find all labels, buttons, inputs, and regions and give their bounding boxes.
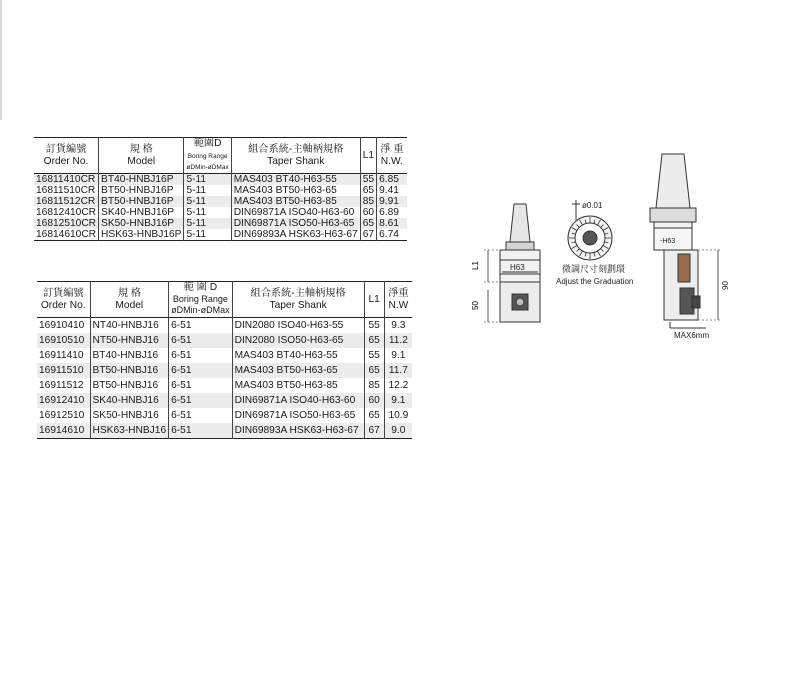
cell-shank: DIN69871A ISO50-H63-65 (231, 218, 360, 229)
cell-shank: DIN69871A ISO50-H63-65 (232, 408, 364, 423)
cell-nw: 11.7 (384, 363, 412, 378)
table-row (37, 318, 412, 334)
table-row (34, 174, 407, 186)
cell-range: 6-51 (169, 363, 233, 378)
cell-l1: 85 (360, 196, 376, 207)
cell-range: 6-51 (169, 378, 233, 393)
cell-model: NT40-HNBJ16 (90, 318, 169, 334)
cell-range: 5-11 (184, 196, 231, 207)
table-row (34, 185, 407, 196)
cell-range: 5-11 (184, 207, 231, 218)
taper-shank-shape (510, 204, 530, 242)
header-model-en: Model (115, 299, 144, 311)
spec-table-2 (37, 281, 412, 439)
cell-nw: 9.3 (384, 318, 412, 334)
flange-shape (506, 242, 534, 250)
cell-shank: MAS403 BT50-H63-85 (231, 196, 360, 207)
cell-model: BT50-HNBJ16P (99, 196, 184, 207)
cell-range: 6-51 (169, 393, 233, 408)
cell-shank: DIN69893A HSK63-H63-67 (231, 229, 360, 241)
header-range-zh: 範圍D (193, 138, 222, 149)
h63-label: -H63 (660, 238, 676, 245)
table-row (37, 333, 412, 348)
cell-nw: 10.9 (384, 408, 412, 423)
cell-l1: 65 (364, 363, 384, 378)
cell-range: 6-51 (169, 348, 233, 363)
cell-l1: 55 (364, 348, 384, 363)
cell-model: SK50-HNBJ16P (99, 218, 184, 229)
cell-l1: 60 (364, 393, 384, 408)
cell-order: 16910510 (39, 335, 85, 347)
header-nw-zh: 淨重 (388, 287, 409, 299)
cell-model: BT40-HNBJ16P (99, 174, 184, 186)
cell-nw: 6.74 (377, 229, 407, 241)
header-nw-zh: 淨 重 (380, 143, 404, 155)
cell-shank: DIN2080 ISO40-H63-55 (232, 318, 364, 334)
cell-nw: 6.89 (377, 207, 407, 218)
cell-shank: MAS403 BT50-H63-65 (231, 185, 360, 196)
cell-order: 16912410 (39, 395, 85, 407)
cell-nw: 9.91 (377, 196, 407, 207)
cell-order: 16811512CR (36, 196, 96, 208)
cell-shank: MAS403 BT40-H63-55 (232, 348, 364, 363)
cell-nw: 9.1 (384, 348, 412, 363)
table-row (37, 408, 412, 423)
cell-range: 5-11 (184, 174, 231, 186)
cell-model: SK50-HNBJ16 (90, 408, 169, 423)
header-range (184, 138, 231, 174)
header-nw-en: N.W. (380, 155, 403, 167)
table-header-row (34, 138, 407, 174)
cell-l1: 65 (360, 185, 376, 196)
spec-table-1 (34, 137, 407, 241)
flange-shape (650, 208, 696, 222)
cell-model: BT50-HNBJ16 (90, 363, 169, 378)
header-shank (231, 138, 360, 174)
header-model (90, 282, 169, 318)
page-edge-rule (0, 0, 2, 120)
cell-nw: 12.2 (384, 378, 412, 393)
cell-model: NT50-HNBJ16 (90, 333, 169, 348)
header-range-sub: øDMin-øDMax (186, 164, 229, 172)
header-l1: L1 (360, 138, 376, 174)
dim-h63-label: H63 (510, 263, 525, 272)
cell-order: 16811410CR (36, 174, 96, 186)
header-range-sub: øDMin-øDMax (171, 305, 230, 316)
cell-l1: 85 (364, 378, 384, 393)
max-6mm-label: MAX6mm (674, 331, 710, 340)
cell-nw: 9.41 (377, 185, 407, 196)
graduation-caption-en: Adjust the Graduation (556, 277, 634, 286)
header-nw (377, 138, 407, 174)
cell-shank: MAS403 BT40-H63-55 (231, 174, 360, 186)
cell-model: SK40-HNBJ16P (99, 207, 184, 218)
cell-nw: 9.1 (384, 393, 412, 408)
header-nw-en: N.W (388, 299, 409, 311)
header-model-en: Model (127, 155, 156, 167)
cell-range: 6-51 (169, 423, 233, 439)
header-order (37, 282, 90, 318)
assembled-tool-diagram (640, 150, 740, 340)
cell-order: 16910410 (39, 320, 85, 332)
cell-nw: 11.2 (384, 333, 412, 348)
cell-order: 16914610 (39, 425, 85, 437)
cell-order: 16812510CR (36, 218, 97, 230)
boring-head-diagram (470, 190, 640, 340)
header-shank-en: Taper Shank (267, 155, 325, 167)
cell-model: HSK63-HNBJ16P (99, 229, 184, 241)
cell-nw: 9.0 (384, 423, 412, 439)
dim-90-label: 90 (721, 281, 730, 290)
cell-shank: DIN69871A ISO40-H63-60 (232, 393, 364, 408)
table-header-row (37, 282, 412, 318)
cell-nw: 6.85 (377, 174, 407, 186)
header-shank-en: Taper Shank (269, 299, 327, 311)
cell-l1: 65 (364, 333, 384, 348)
table-row (37, 423, 412, 439)
cell-range: 6-51 (169, 333, 233, 348)
table-row (34, 196, 407, 207)
cell-shank: DIN69893A HSK63-H63-67 (232, 423, 364, 439)
cell-order: 16814610CR (36, 229, 97, 241)
taper-shank-shape (656, 154, 690, 208)
cell-order: 16811510CR (36, 185, 96, 197)
cell-model: BT50-HNBJ16P (99, 185, 184, 196)
cell-model: BT40-HNBJ16 (90, 348, 169, 363)
cell-order: 16812410CR (36, 207, 97, 219)
header-order (34, 138, 99, 174)
cell-l1: 67 (360, 229, 376, 241)
precision-label: ø0.01 (582, 201, 603, 210)
graduation-caption-zh: 微調尺寸刻劃環 (562, 264, 626, 274)
cell-nw: 8.61 (377, 218, 407, 229)
cell-l1: 60 (360, 207, 376, 218)
cell-l1: 55 (364, 318, 384, 334)
header-nw (384, 282, 412, 318)
table-row (37, 348, 412, 363)
table-row (37, 393, 412, 408)
cell-range: 6-51 (169, 408, 233, 423)
cell-order: 16911510 (39, 365, 84, 377)
header-model-zh: 規 格 (117, 287, 141, 299)
cell-range: 5-11 (184, 218, 231, 229)
dim-l1-label: L1 (471, 261, 480, 270)
header-range (169, 282, 233, 318)
cell-order: 16911410 (39, 350, 84, 362)
table-row (37, 363, 412, 378)
header-l1: L1 (364, 282, 384, 318)
cell-range: 5-11 (184, 185, 231, 196)
header-model-zh: 規 格 (129, 143, 153, 155)
header-order-zh: 訂貨編號 (45, 143, 87, 155)
header-range-zh: 範 圍 D (183, 282, 218, 293)
header-shank (232, 282, 364, 318)
table-row (34, 218, 407, 229)
header-shank-zh: 組合系統-主軸柄規格 (250, 287, 346, 299)
cell-l1: 65 (360, 218, 376, 229)
header-order-en: Order No. (40, 299, 86, 311)
table-row (34, 229, 407, 241)
cell-model: BT50-HNBJ16 (90, 378, 169, 393)
cell-l1: 55 (360, 174, 376, 186)
cell-shank: DIN2080 ISO50-H63-65 (232, 333, 364, 348)
cell-shank: MAS403 BT50-H63-65 (232, 363, 364, 378)
header-order-zh: 訂貨編號 (42, 287, 84, 299)
table-row (34, 207, 407, 218)
cell-range: 6-51 (169, 318, 233, 334)
header-range-en: Boring Range (172, 293, 228, 304)
cell-order: 16911512 (39, 380, 84, 392)
header-range-en: Boring Range (187, 152, 228, 160)
cell-l1: 67 (364, 423, 384, 439)
cell-order: 16912510 (39, 410, 85, 422)
header-order-en: Order No. (43, 155, 89, 167)
dim-50-label: 50 (471, 301, 480, 310)
cell-range: 5-11 (184, 229, 231, 241)
cell-shank: MAS403 BT50-H63-85 (232, 378, 364, 393)
header-shank-zh: 組合系統-主軸柄規格 (248, 143, 344, 155)
cell-model: SK40-HNBJ16 (90, 393, 169, 408)
cell-l1: 65 (364, 408, 384, 423)
cell-model: HSK63-HNBJ16 (90, 423, 169, 439)
header-model (99, 138, 184, 174)
cell-shank: DIN69871A ISO40-H63-60 (231, 207, 360, 218)
table-row (37, 378, 412, 393)
